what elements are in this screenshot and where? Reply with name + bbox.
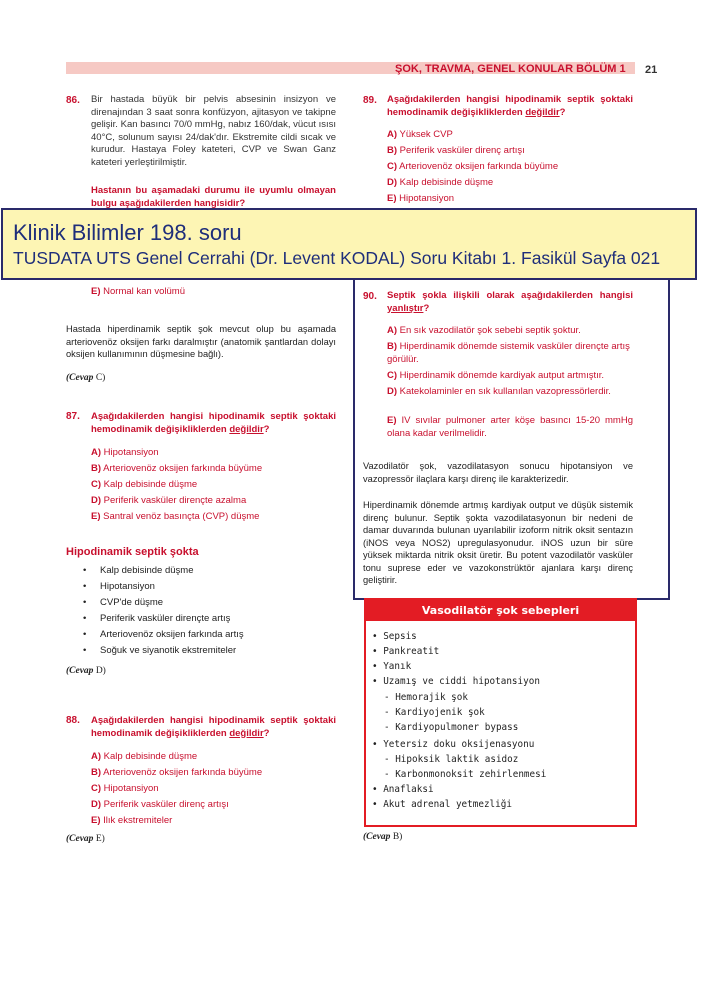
vasodilator-subitem: - Karbonmonoksit zehirlenmesi: [384, 769, 547, 780]
q87-option-d[interactable]: D) Periferik vasküler dirençte azalma: [91, 495, 247, 506]
q89-number: 89.: [363, 95, 377, 106]
vasodilator-item: • Anaflaksi: [372, 784, 434, 795]
q89-option-e[interactable]: E) Hipotansiyon: [387, 193, 455, 204]
q88-option-a[interactable]: A) Kalp debisinde düşme: [91, 751, 198, 762]
q87-number: 87.: [66, 411, 80, 422]
hipodinamik-item: • Kalp debisinde düşme: [100, 565, 193, 576]
source-banner: [1, 208, 697, 280]
q90-question: Septik şokla ilişkili olarak aşağıdakilerden hangisi yanlıştır?: [387, 290, 633, 314]
q89-option-a[interactable]: A) Yüksek CVP: [387, 129, 453, 140]
q89-question: Aşağıdakilerden hangisi hipodinamik septik şoktaki hemodinamik değişikliklerden değildir?: [387, 94, 633, 118]
q88-option-d[interactable]: D) Periferik vasküler direnç artışı: [91, 799, 229, 810]
vasodilator-item: • Pankreatit: [372, 646, 440, 657]
vasodilator-box-title: Vasodilatör şok sebepleri: [366, 600, 635, 621]
hipodinamik-item: • Arteriovenöz oksijen farkında artış: [100, 629, 244, 640]
q87-option-a[interactable]: A) Hipotansiyon: [91, 447, 159, 458]
hipodinamik-title: Hipodinamik septik şokta: [66, 546, 199, 558]
q86-option-e[interactable]: E) Normal kan volümü: [91, 286, 185, 297]
q86-answer: (Cevap C): [66, 373, 106, 383]
q88-question: Aşağıdakilerden hangisi hipodinamik septik şoktaki hemodinamik değişikliklerden değildir?: [91, 715, 336, 739]
vasodilator-item: • Yanık: [372, 661, 412, 672]
page-number: 21: [645, 64, 658, 76]
q88-option-c[interactable]: C) Hipotansiyon: [91, 783, 159, 794]
banner-book-ref: TUSDATA UTS Genel Cerrahi (Dr. Levent KODAL) Soru Kitabı 1. Fasikül Sayfa 021: [13, 248, 661, 268]
q90-option-c[interactable]: C) Hiperdinamik dönemde kardiyak autput artmıştır.: [387, 370, 605, 381]
q89-option-c[interactable]: C) Arteriovenöz oksijen farkında büyüme: [387, 161, 559, 172]
q88-option-e[interactable]: E) Ilık ekstremiteler: [91, 815, 173, 826]
q86-explanation: Hastada hiperdinamik septik şok mevcut olup bu aşamada arteriovenöz oksijen farkı daralmıştır (anatomik şantlardan dolayı oksijen kullanımının düşmesine bağlı).: [66, 324, 336, 359]
q88-option-b[interactable]: B) Arteriovenöz oksijen farkında büyüme: [91, 767, 263, 778]
vasodilator-subitem: - Kardiyojenik şok: [384, 707, 485, 718]
vasodilator-item: • Akut adrenal yetmezliği: [372, 799, 512, 810]
q87-option-b[interactable]: B) Arteriovenöz oksijen farkında büyüme: [91, 463, 263, 474]
hipodinamik-item: • Periferik vasküler dirençte artış: [100, 613, 230, 624]
vasodilator-item: • Sepsis: [372, 631, 417, 642]
q87-option-e[interactable]: E) Santral venöz basınçta (CVP) düşme: [91, 511, 260, 522]
q90-option-e[interactable]: E) IV sıvılar pulmoner arter köşe basıncı 15-20 mmHg olana kadar verilmelidir.: [387, 415, 633, 439]
q90-option-b[interactable]: B) Hiperdinamik dönemde sistemik vasküler dirençte artış görülür.: [387, 341, 630, 365]
q90-number: 90.: [363, 291, 377, 302]
q87-answer: (Cevap D): [66, 666, 106, 676]
vasodilator-subitem: - Hemorajik şok: [384, 692, 468, 703]
hipodinamik-item: • Soğuk ve siyanotik ekstremiteler: [100, 645, 236, 656]
vasodilator-subitem: - Hipoksik laktik asidoz: [384, 754, 519, 765]
q90-answer: (Cevap B): [363, 832, 403, 842]
q86-question: Hastanın bu aşamadaki durumu ile uyumlu olmayan bulgu aşağıdakilerden hangisidir?: [91, 185, 336, 209]
q89-option-b[interactable]: B) Periferik vasküler direnç artışı: [387, 145, 525, 156]
q87-question: Aşağıdakilerden hangisi hipodinamik septik şoktaki hemodinamik değişikliklerden değildir?: [91, 411, 336, 435]
q86-stem: Bir hastada büyük bir pelvis absesinin insizyon ve direnajından 3 saat sonra konfüzyon, ajitasyon ve takipne gelişir. Kan basıncı 70/0 mmHg, nabız 160/dak, vücut ısısı 40°C, solunum sayısı 24/dak'dır. Ekstremite cildi sıcak ve kurudur. Hastaya Foley kateteri, CVP ve Swan Ganz kateteri yerleştirilmiştir.: [91, 94, 336, 168]
chapter-title: ŞOK, TRAVMA, GENEL KONULAR BÖLÜM 1: [395, 63, 626, 75]
vasodilator-item: • Uzamış ve ciddi hipotansiyon: [372, 676, 540, 687]
q89-option-d[interactable]: D) Kalp debisinde düşme: [387, 177, 494, 188]
vasodilator-subitem: - Kardiyopulmoner bypass: [384, 722, 519, 733]
q90-option-d[interactable]: D) Katekolaminler en sık kullanılan vazopressörlerdir.: [387, 386, 611, 397]
banner-question-ref: Klinik Bilimler 198. soru: [13, 220, 242, 245]
q90-explanation-1: Vazodilatör şok, vazodilatasyon sonucu hipotansiyon ve vazopressör ilaçlara karşı direnç ile karakterizedir.: [363, 461, 633, 484]
vasodilator-item: • Yetersiz doku oksijenasyonu: [372, 739, 535, 750]
q90-option-a[interactable]: A) En sık vazodilatör şok sebebi septik şoktur.: [387, 325, 581, 336]
q90-explanation-2: Hiperdinamik dönemde artmış kardiyak output ve düşük sistemik direnç bulunur. Septik şokta vazodilatasyonun bir nedeni de damar duvarında bulunan uyarılabilir izoform nitrik oksit sentazın (iNOS veya NOS2) upregulasyonudur. iNOS uzun bir süre yüksek miktarda nitrik oksit üretir. Bu potent vazodilatör vasküler tonu suprese eder ve vazokonstrüktör ajanlara karşı direnç geliştirir.: [363, 500, 633, 585]
q88-number: 88.: [66, 715, 80, 726]
q86-number: 86.: [66, 95, 80, 106]
q87-option-c[interactable]: C) Kalp debisinde düşme: [91, 479, 198, 490]
vasodilator-box: [364, 598, 637, 827]
q88-answer: (Cevap E): [66, 834, 105, 844]
hipodinamik-item: • CVP'de düşme: [100, 597, 163, 608]
hipodinamik-item: • Hipotansiyon: [100, 581, 155, 592]
